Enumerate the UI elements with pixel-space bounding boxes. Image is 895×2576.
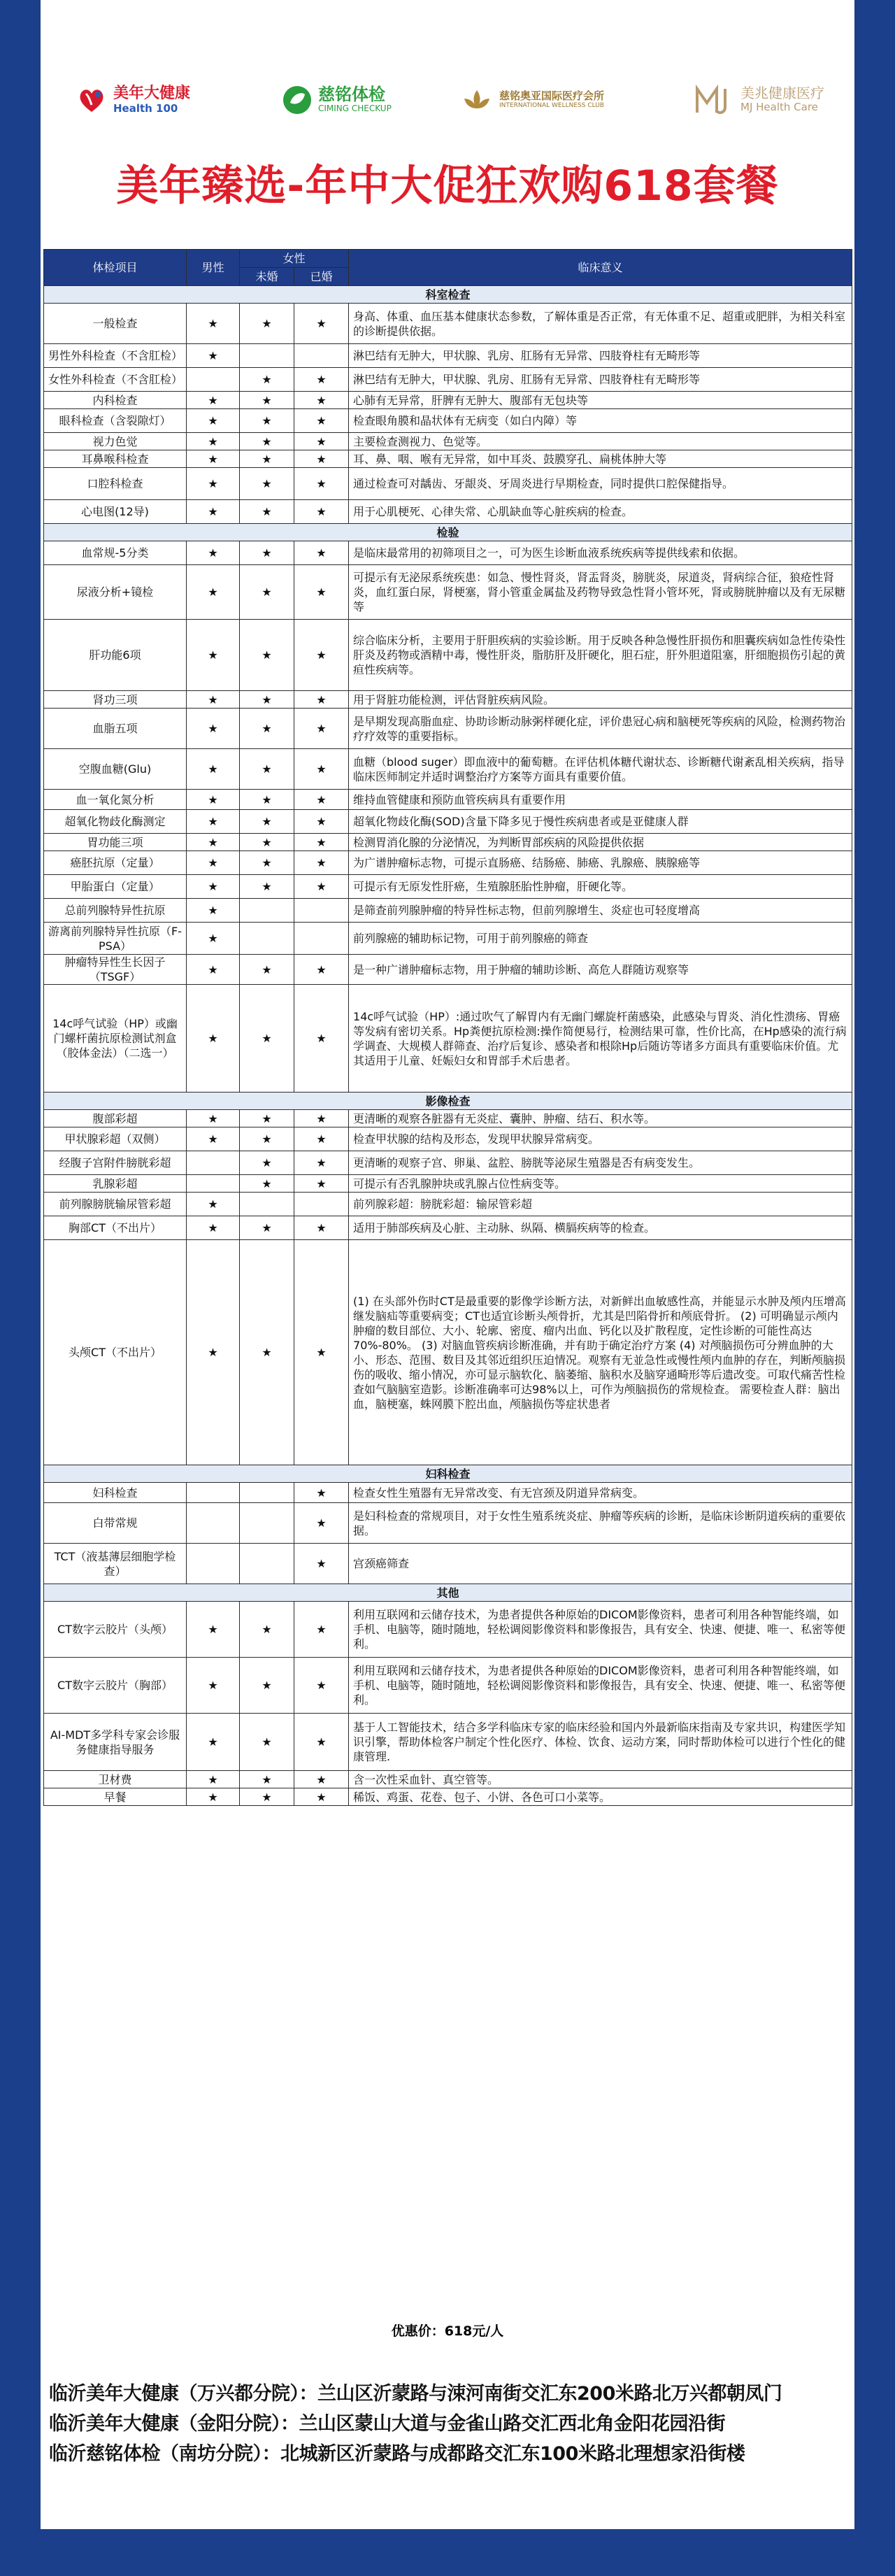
clinical-meaning: 综合临床分析，主要用于肝胆疾病的实验诊断。用于反映各种急慢性肝损伤和胆囊疾病如急性传染性肝炎及药物或酒精中毒，慢性肝炎，脂肪肝及肝硬化，胆石症，肝外胆道阻塞，肝细胞损伤引起的黄疸性疾病等。 [349, 620, 852, 691]
clinical-meaning: 淋巴结有无肿大，甲状腺、乳房、肛肠有无异常、四肢脊柱有无畸形等 [349, 368, 852, 392]
table-row [44, 1544, 852, 1584]
clinical-meaning: 是早期发现高脂血症、协助诊断动脉粥样硬化症，评价患冠心病和脑梗死等疾病的风险，检测药物治疗疗效等的重要指标。 [349, 709, 852, 749]
table-row [44, 565, 852, 620]
married-mark: ★ [294, 565, 349, 620]
table-row [44, 1193, 852, 1216]
clinical-meaning: 超氧化物歧化酶(SOD)含量下降多见于慢性疾病患者或是亚健康人群 [349, 810, 852, 834]
clinical-meaning: 用于肾脏功能检测，评估肾脏疾病风险。 [349, 691, 852, 709]
unmarried-mark: ★ [240, 433, 294, 450]
table-row [44, 691, 852, 709]
unmarried-mark [240, 1503, 294, 1544]
male-mark: ★ [187, 709, 240, 749]
table-row [44, 955, 852, 985]
item-name: 乳腺彩超 [44, 1175, 187, 1193]
header-unmarried: 未婚 [240, 268, 294, 286]
item-name: 心电图(12导) [44, 500, 187, 524]
item-name: CT数字云胶片（头颅） [44, 1602, 187, 1658]
married-mark: ★ [294, 368, 349, 392]
clinical-meaning: 含一次性采血针、真空管等。 [349, 1771, 852, 1788]
unmarried-mark: ★ [240, 1771, 294, 1788]
clinical-meaning: 用于心肌梗死、心律失常、心肌缺血等心脏疾病的检查。 [349, 500, 852, 524]
married-mark: ★ [294, 304, 349, 344]
table-row [44, 1127, 852, 1151]
unmarried-mark: ★ [240, 500, 294, 524]
clinical-meaning: 通过检查可对龋齿、牙龈炎、牙周炎进行早期检查，同时提供口腔保健指导。 [349, 468, 852, 500]
male-mark: ★ [187, 468, 240, 500]
logo-name: 慈铭体检 [318, 84, 385, 104]
married-mark: ★ [294, 1240, 349, 1465]
table-row [44, 500, 852, 524]
married-mark [294, 344, 349, 368]
poster [41, 0, 854, 2529]
clinical-meaning: 为广谱肿瘤标志物，可提示直肠癌、结肠癌、肺癌、乳腺癌、胰腺癌等 [349, 851, 852, 875]
unmarried-mark: ★ [240, 1127, 294, 1151]
unmarried-mark: ★ [240, 851, 294, 875]
married-mark: ★ [294, 790, 349, 810]
married-mark: ★ [294, 468, 349, 500]
section-title: 其他 [44, 1584, 852, 1602]
header-item: 体检项目 [44, 250, 187, 286]
unmarried-mark: ★ [240, 541, 294, 565]
item-name: 耳鼻喉科检查 [44, 450, 187, 468]
married-mark: ★ [294, 1503, 349, 1544]
item-name: 甲胎蛋白（定量） [44, 875, 187, 899]
male-mark: ★ [187, 433, 240, 450]
clinical-meaning: 检测胃消化腺的分泌情况，为判断胃部疾病的风险提供依据 [349, 834, 852, 851]
item-name: 胸部CT（不出片） [44, 1216, 187, 1240]
item-name: 妇科检查 [44, 1483, 187, 1503]
table-row [44, 1175, 852, 1193]
married-mark: ★ [294, 1216, 349, 1240]
clinical-meaning: 是妇科检查的常规项目，对于女性生殖系统炎症、肿瘤等疾病的诊断，是临床诊断阴道疾病的重要依据。 [349, 1503, 852, 1544]
clinical-meaning: 基于人工智能技术，结合多学科临床专家的临床经验和国内外最新临床指南及专家共识，构建医学知识引擎，帮助体检客户制定个性化医疗、体检、饮食、运动方案，同时帮助体检可以进行个性化的健康管理. [349, 1714, 852, 1771]
married-mark: ★ [294, 985, 349, 1093]
unmarried-mark: ★ [240, 1788, 294, 1806]
header-male: 男性 [187, 250, 240, 286]
male-mark [187, 1175, 240, 1193]
male-mark: ★ [187, 1193, 240, 1216]
clinical-meaning: 更清晰的观察各脏器有无炎症、囊肿、肿瘤、结石、积水等。 [349, 1110, 852, 1127]
item-name: 白带常规 [44, 1503, 187, 1544]
male-mark [187, 1503, 240, 1544]
male-mark: ★ [187, 1216, 240, 1240]
clinical-meaning: 心肺有无异常，肝脾有无肿大、腹部有无包块等 [349, 392, 852, 409]
clinical-meaning: 前列腺癌的辅助标记物，可用于前列腺癌的筛查 [349, 923, 852, 955]
male-mark: ★ [187, 1771, 240, 1788]
male-mark [187, 1544, 240, 1584]
item-name: 经腹子宫附件膀胱彩超 [44, 1151, 187, 1175]
clinical-meaning: 淋巴结有无肿大，甲状腺、乳房、肛肠有无异常、四肢脊柱有无畸形等 [349, 344, 852, 368]
married-mark: ★ [294, 851, 349, 875]
male-mark: ★ [187, 790, 240, 810]
logo-meinian [76, 77, 190, 122]
table-body [44, 286, 852, 1806]
married-mark: ★ [294, 1110, 349, 1127]
table-row [44, 304, 852, 344]
married-mark: ★ [294, 810, 349, 834]
male-mark [187, 1483, 240, 1503]
item-name: 空腹血糖(Glu) [44, 749, 187, 790]
section-row [44, 524, 852, 541]
married-mark: ★ [294, 1483, 349, 1503]
table-row [44, 923, 852, 955]
table-row [44, 1110, 852, 1127]
unmarried-mark: ★ [240, 565, 294, 620]
item-name: 14c呼气试验（HP）或幽门螺杆菌抗原检测试剂盒（胶体金法）（二选一） [44, 985, 187, 1093]
male-mark: ★ [187, 1110, 240, 1127]
male-mark [187, 1151, 240, 1175]
item-name: AI-MDT多学科专家会诊服务健康指导服务 [44, 1714, 187, 1771]
item-name: 男性外科检查（不含肛检） [44, 344, 187, 368]
item-name: 腹部彩超 [44, 1110, 187, 1127]
table-row [44, 433, 852, 450]
table-row [44, 985, 852, 1093]
married-mark: ★ [294, 1544, 349, 1584]
header-meaning: 临床意义 [349, 250, 852, 286]
unmarried-mark: ★ [240, 985, 294, 1093]
table-row [44, 749, 852, 790]
clinical-meaning: 是一种广谱肿瘤标志物，用于肿瘤的辅助诊断、高危人群随访观察等 [349, 955, 852, 985]
item-name: 癌胚抗原（定量） [44, 851, 187, 875]
married-mark: ★ [294, 834, 349, 851]
married-mark: ★ [294, 1151, 349, 1175]
item-name: CT数字云胶片（胸部） [44, 1658, 187, 1714]
male-mark: ★ [187, 834, 240, 851]
table-row [44, 392, 852, 409]
unmarried-mark: ★ [240, 620, 294, 691]
married-mark: ★ [294, 691, 349, 709]
unmarried-mark: ★ [240, 1151, 294, 1175]
table-row [44, 875, 852, 899]
married-mark: ★ [294, 620, 349, 691]
married-mark: ★ [294, 709, 349, 749]
male-mark: ★ [187, 955, 240, 985]
married-mark: ★ [294, 409, 349, 433]
male-mark: ★ [187, 392, 240, 409]
married-mark: ★ [294, 749, 349, 790]
item-name: 头颅CT（不出片） [44, 1240, 187, 1465]
unmarried-mark: ★ [240, 1658, 294, 1714]
item-name: 卫材费 [44, 1771, 187, 1788]
clinical-meaning: 是筛查前列腺肿瘤的特异性标志物，但前列腺增生、炎症也可轻度增高 [349, 899, 852, 923]
table-row [44, 810, 852, 834]
table-row [44, 1771, 852, 1788]
clinical-meaning: 是临床最常用的初筛项目之一，可为医生诊断血液系统疾病等提供线索和依据。 [349, 541, 852, 565]
address-jinyang: 临沂美年大健康（金阳分院）：兰山区蒙山大道与金雀山路交汇西北角金阳花园沿街 [49, 2413, 725, 2435]
clinical-meaning: 前列腺彩超：膀胱彩超：输尿管彩超 [349, 1193, 852, 1216]
clinical-meaning: 利用互联网和云储存技术，为患者提供各种原始的DICOM影像资料，患者可利用各种智能终端，如手机、电脑等，随时随地，轻松调阅影像资料和影像报告，具有安全、快速、便捷、唯一、私密等便利。 [349, 1602, 852, 1658]
ciming-leaf-icon [282, 85, 313, 115]
married-mark: ★ [294, 1602, 349, 1658]
header-married: 已婚 [294, 268, 349, 286]
clinical-meaning: 检查眼角膜和晶状体有无病变（如白内障）等 [349, 409, 852, 433]
unmarried-mark [240, 1544, 294, 1584]
male-mark: ★ [187, 1788, 240, 1806]
unmarried-mark: ★ [240, 875, 294, 899]
item-name: 内科检查 [44, 392, 187, 409]
table-row [44, 450, 852, 468]
table-row [44, 709, 852, 749]
item-name: 甲状腺彩超（双侧） [44, 1127, 187, 1151]
unmarried-mark: ★ [240, 810, 294, 834]
clinical-meaning: 可提示有无泌尿系统疾患：如急、慢性肾炎，肾盂肾炎，膀胱炎，尿道炎，肾病综合征，狼疮性肾炎，血红蛋白尿，肾梗塞，肾小管重金属盐及药物导致急性肾小管坏死，肾或膀胱肿瘤以及有无尿糖等 [349, 565, 852, 620]
male-mark: ★ [187, 450, 240, 468]
married-mark: ★ [294, 1175, 349, 1193]
item-name: 游离前列腺特异性抗原（F-PSA） [44, 923, 187, 955]
male-mark: ★ [187, 565, 240, 620]
married-mark [294, 899, 349, 923]
unmarried-mark: ★ [240, 304, 294, 344]
logo-sub: Health 100 [113, 101, 178, 115]
male-mark: ★ [187, 875, 240, 899]
item-name: 总前列腺特异性抗原 [44, 899, 187, 923]
unmarried-mark: ★ [240, 709, 294, 749]
male-mark: ★ [187, 304, 240, 344]
unmarried-mark: ★ [240, 790, 294, 810]
section-title: 影像检查 [44, 1093, 852, 1110]
clinical-meaning: 身高、体重、血压基本健康状态参数，了解体重是否正常，有无体重不足、超重或肥胖，为相关科室的诊断提供依据。 [349, 304, 852, 344]
table-row [44, 1714, 852, 1771]
male-mark: ★ [187, 923, 240, 955]
section-title: 检验 [44, 524, 852, 541]
married-mark: ★ [294, 541, 349, 565]
clinical-meaning: 适用于肺部疾病及心脏、主动脉、纵隔、横膈疾病等的检查。 [349, 1216, 852, 1240]
male-mark [187, 368, 240, 392]
table-row [44, 790, 852, 810]
table-row [44, 1151, 852, 1175]
male-mark: ★ [187, 851, 240, 875]
unmarried-mark [240, 923, 294, 955]
male-mark: ★ [187, 1658, 240, 1714]
logo-name: 美兆健康医疗 [740, 85, 824, 102]
unmarried-mark: ★ [240, 1175, 294, 1193]
unmarried-mark: ★ [240, 955, 294, 985]
item-name: 肾功三项 [44, 691, 187, 709]
married-mark [294, 1193, 349, 1216]
table-row [44, 899, 852, 923]
logo-sub: CIMING CHECKUP [318, 104, 392, 114]
table-row [44, 1240, 852, 1465]
male-mark: ★ [187, 541, 240, 565]
checkup-table [43, 249, 852, 1806]
section-row [44, 1584, 852, 1602]
clinical-meaning: 可提示有无原发性肝癌，生殖腺胚胎性肿瘤，肝硬化等。 [349, 875, 852, 899]
meinian-heart-icon [76, 84, 108, 116]
clinical-meaning: 14c呼气试验（HP）:通过吹气了解胃内有无幽门螺旋杆菌感染，此感染与胃炎、消化性溃疡、胃癌等发病有密切关系。Hp粪便抗原检测:操作简便易行，检测结果可靠，性价比高，在Hp感染的流行病学调查、大规模人群筛查、治疗后复诊、感染者和根除Hp后随访等诸多方面具有重要临床价值。尤其适用于儿童、妊娠妇女和胃部手术后患者。 [349, 985, 852, 1093]
logo-name: 美年大健康 [113, 85, 191, 103]
clinical-meaning: 检查甲状腺的结构及形态，发现甲状腺异常病变。 [349, 1127, 852, 1151]
table-row [44, 368, 852, 392]
item-name: 肿瘤特异性生长因子（TSGF） [44, 955, 187, 985]
clinical-meaning: 维持血管健康和预防血管疾病具有重要作用 [349, 790, 852, 810]
discount-price: 优惠价：618元/人 [391, 2324, 504, 2339]
unmarried-mark: ★ [240, 468, 294, 500]
male-mark: ★ [187, 1240, 240, 1465]
section-title: 科室检查 [44, 286, 852, 304]
table-row [44, 1503, 852, 1544]
married-mark: ★ [294, 1658, 349, 1714]
table-row [44, 541, 852, 565]
married-mark: ★ [294, 875, 349, 899]
unmarried-mark: ★ [240, 1216, 294, 1240]
married-mark: ★ [294, 1788, 349, 1806]
section-row [44, 286, 852, 304]
clinical-meaning: 更清晰的观察子宫、卵巢、盆腔、膀胱等泌尿生殖器是否有病变发生。 [349, 1151, 852, 1175]
male-mark: ★ [187, 899, 240, 923]
section-row [44, 1465, 852, 1483]
item-name: 视力色觉 [44, 433, 187, 450]
unmarried-mark: ★ [240, 368, 294, 392]
item-name: 前列腺膀胱输尿管彩超 [44, 1193, 187, 1216]
item-name: 血常规-5分类 [44, 541, 187, 565]
clinical-meaning: 可提示有否乳腺肿块或乳腺占位性病变等。 [349, 1175, 852, 1193]
logo-meizhao [694, 77, 824, 122]
logo-sub: MJ Health Care [740, 101, 818, 114]
married-mark: ★ [294, 1714, 349, 1771]
header-female: 女性 [240, 250, 349, 268]
item-name: 超氧化物歧化酶测定 [44, 810, 187, 834]
table-row [44, 1216, 852, 1240]
unmarried-mark: ★ [240, 1110, 294, 1127]
section-row [44, 1093, 852, 1110]
male-mark: ★ [187, 691, 240, 709]
logo-name: 慈铭奥亚国际医疗会所 [499, 89, 605, 102]
clinical-meaning: 主要检查测视力、色觉等。 [349, 433, 852, 450]
table-row [44, 1602, 852, 1658]
male-mark: ★ [187, 500, 240, 524]
address-nanfang: 临沂慈铭体检（南坊分院）：北城新区沂蒙路与成都路交汇东100米路北理想家沿街楼 [49, 2443, 745, 2465]
unmarried-mark: ★ [240, 834, 294, 851]
table-row [44, 851, 852, 875]
item-name: 血一氧化氮分析 [44, 790, 187, 810]
table-row [44, 1483, 852, 1503]
clinical-meaning: 检查女性生殖器有无异常改变、有无宫颈及阴道异常病变。 [349, 1483, 852, 1503]
unmarried-mark: ★ [240, 691, 294, 709]
logo-ciming [282, 77, 392, 122]
table-row [44, 834, 852, 851]
male-mark: ★ [187, 749, 240, 790]
section-title: 妇科检查 [44, 1465, 852, 1483]
male-mark: ★ [187, 620, 240, 691]
table-row [44, 344, 852, 368]
logo-sub: INTERNATIONAL WELLNESS CLUB [499, 101, 604, 109]
unmarried-mark: ★ [240, 749, 294, 790]
clinical-meaning: 宫颈癌筛查 [349, 1544, 852, 1584]
unmarried-mark [240, 1483, 294, 1503]
logo-ciming-aoya [460, 77, 604, 122]
male-mark: ★ [187, 344, 240, 368]
clinical-meaning: 稀饭、鸡蛋、花卷、包子、小饼、各色可口小菜等。 [349, 1788, 852, 1806]
item-name: 血脂五项 [44, 709, 187, 749]
item-name: 女性外科检查（不含肛检） [44, 368, 187, 392]
unmarried-mark: ★ [240, 1240, 294, 1465]
male-mark: ★ [187, 1602, 240, 1658]
item-name: 肝功能6项 [44, 620, 187, 691]
married-mark: ★ [294, 500, 349, 524]
item-name: 一般检查 [44, 304, 187, 344]
married-mark: ★ [294, 1771, 349, 1788]
married-mark: ★ [294, 433, 349, 450]
clinical-meaning: (1) 在头部外伤时CT是最重要的影像学诊断方法，对新鲜出血敏感性高，并能显示水肿及颅内压增高继发脑疝等重要病变；CT也适宜诊断头颅骨折，尤其是凹陷骨折和颅底骨折。 (2) 可明确显示颅内肿瘤的数目部位、大小、轮廓、密度、瘤内出血、钙化以及扩散程度，定性诊断的可能性高达70%-80%。 (3) 对脑血管疾病诊断准确，并有助于确定治疗方案 (4) 对颅脑损伤可分辨血肿的大小、形态、范围、数目及其邻近组织压迫情况。观察有无並急性或慢性颅内血肿的存在，判断颅脑损伤的吸收、缩小情况，亦可显示脑软化、脑萎缩、脑积水及脑穿通畸形等后遗改变。可取代痛苦性检查如气脑脑室造影。诊断准确率可达98%以上，可作为颅脑损伤的常规检查。 需要检查人群：脑出血，脑梗塞，蛛网膜下腔出血，颅脑损伤等症状患者 [349, 1240, 852, 1465]
married-mark: ★ [294, 392, 349, 409]
clinical-meaning: 利用互联网和云储存技术，为患者提供各种原始的DICOM影像资料，患者可利用各种智能终端，如手机、电脑等，随时随地，轻松调阅影像资料和影像报告，具有安全、快速、便捷、唯一、私密等便利。 [349, 1658, 852, 1714]
item-name: 早餐 [44, 1788, 187, 1806]
unmarried-mark: ★ [240, 409, 294, 433]
logo-bar [41, 56, 854, 143]
table-row [44, 620, 852, 691]
male-mark: ★ [187, 810, 240, 834]
unmarried-mark [240, 344, 294, 368]
table-row [44, 468, 852, 500]
mj-monogram-icon [694, 85, 735, 115]
item-name: 眼科检查（含裂隙灯） [44, 409, 187, 433]
unmarried-mark: ★ [240, 450, 294, 468]
table-row [44, 1788, 852, 1806]
unmarried-mark: ★ [240, 1602, 294, 1658]
lotus-icon [460, 86, 494, 114]
unmarried-mark: ★ [240, 1714, 294, 1771]
unmarried-mark [240, 899, 294, 923]
male-mark: ★ [187, 409, 240, 433]
address-wanxingdu: 临沂美年大健康（万兴都分院）：兰山区沂蒙路与涑河南街交汇东200米路北万兴都朝凤门 [49, 2383, 782, 2405]
married-mark: ★ [294, 955, 349, 985]
item-name: 口腔科检查 [44, 468, 187, 500]
married-mark: ★ [294, 450, 349, 468]
male-mark: ★ [187, 985, 240, 1093]
clinical-meaning: 耳、鼻、咽、喉有无异常，如中耳炎、鼓膜穿孔、扁桃体肿大等 [349, 450, 852, 468]
married-mark [294, 923, 349, 955]
unmarried-mark [240, 1193, 294, 1216]
item-name: 尿液分析+镜检 [44, 565, 187, 620]
unmarried-mark: ★ [240, 392, 294, 409]
clinical-meaning: 血糖（blood suger）即血液中的葡萄糖。在评估机体糖代谢状态、诊断糖代谢紊乱相关疾病，指导临床医师制定并适时调整治疗方案等方面具有重要价值。 [349, 749, 852, 790]
male-mark: ★ [187, 1127, 240, 1151]
table-row [44, 1658, 852, 1714]
item-name: 胃功能三项 [44, 834, 187, 851]
page-title: 美年臻选-年中大促狂欢购618套餐 [116, 162, 779, 211]
married-mark: ★ [294, 1127, 349, 1151]
table-row [44, 409, 852, 433]
item-name: TCT（液基薄层细胞学检查） [44, 1544, 187, 1584]
male-mark: ★ [187, 1714, 240, 1771]
